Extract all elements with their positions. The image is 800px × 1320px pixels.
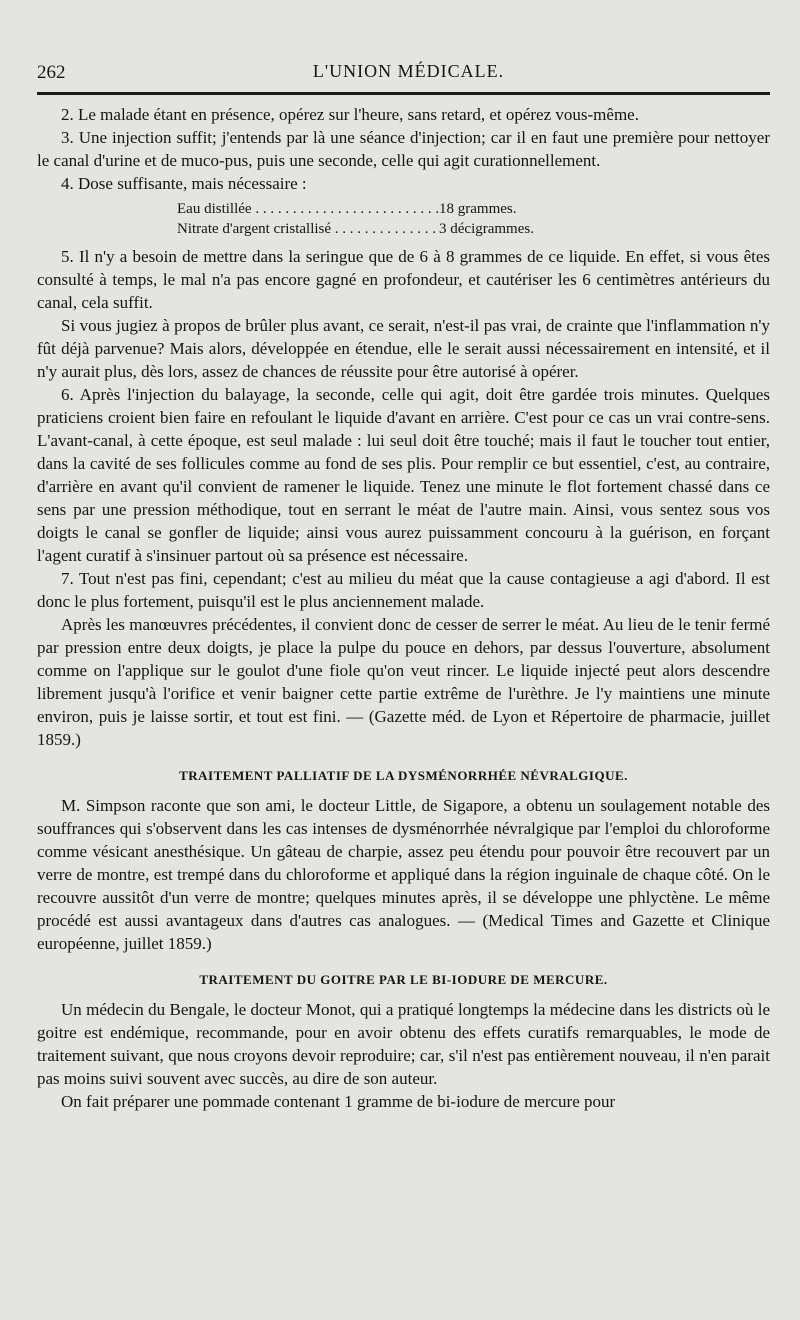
paragraph-item-7-continued: Après les manœuvres précédentes, il convient donc de cesser de serrer le méat. Au lieu de le tenir fermé par pression entre deux doigts, je place la pulpe du pouce en dehors, par dessus l'ouverture, absolument comme on l'applique sur le goulot d'une fiole qu'on veut rincer. Le liquide injecté peut alors descendre librement jusqu'à l'orifice et venir baigner cette partie extrême de l'urèthre. Je l'y maintiens une minute environ, puis je laisse sortir, et tout est fini. — (Gazette méd. de Lyon et Répertoire de pharmacie, juillet 1859.) [37,615,770,749]
section-title-dysmenorrhee: TRAITEMENT PALLIATIF DE LA DYSMÉNORRHÉE NÉVRALGIQUE. [179,768,628,783]
header-rule [37,92,770,95]
paragraph-item-5-continued: Si vous jugiez à propos de brûler plus avant, ce serait, n'est-il pas vrai, de crainte que l'inflammation n'y fût déjà parvenue? Mais alors, développée en étendue, elle le serait aussi nécessairement en intensité, et il n'y aurait plus, dès lors, assez de chances de réussite pour être autorisé à opérer. [37,316,770,381]
paragraph-item-3: 3. Une injection suffit; j'entends par là une séance d'injection; car il en faut une première pour nettoyer le canal d'urine et de muco-pus, puis une seconde, celle qui agit curationnellement. [37,128,770,170]
recipe-row [177,199,770,219]
paragraph-goitre: Un médecin du Bengale, le docteur Monot, qui a pratiqué longtemps la médecine dans les districts où le goitre est endémique, recommande, pour en avoir obtenu des effets curatifs remarquables, le mode de traitement suivant, que nous croyons devoir reproduire; car, s'il n'est pas entièrement nouveau, il n'en parait pas moins suivi souvent avec succès, au dire de son auteur. [37,1000,770,1088]
recipe-row [177,219,770,239]
running-head [37,56,770,86]
paragraph-item-5: 5. Il n'y a besoin de mettre dans la seringue que de 6 à 8 grammes de ce liquide. En effet, si vous êtes consulté à temps, le mal n'a pas encore gagné en profondeur, et cautériser les 6 centimètres antérieurs du canal, cela suffit. [37,247,770,312]
recipe-table [177,199,770,239]
recipe-ingredient: Nitrate d'argent cristallisé . . . [177,219,439,239]
running-title: L'UNION MÉDICALE. [312,61,505,81]
paragraph-dysmenorrhee: M. Simpson raconte que son ami, le docteur Little, de Sigapore, a obtenu un soulagement notable des souffrances qui s'observent dans les cas intenses de dysménorrhée névralgique par l'emploi du chloroforme comme vésicant anesthésique. Un gâteau de charpie, assez peu étendu pour pouvoir être recouvert par un verre de montre, est trempé dans du chloroforme et appliqué dans la région inguinale de chaque côté. On le recouvre aussitôt d'un verre de montre; quelques minutes après, il se développe une phlyctène. Le même procédé est aussi avantageux dans d'autres cas analogues. — (Medical Times and Gazette et Clinique européenne, juillet 1859.) [37,796,770,953]
paragraph-goitre-continued: On fait préparer une pommade contenant 1 gramme de bi-iodure de mercure pour [61,1092,616,1111]
recipe-quantity: 18 grammes. [439,201,517,217]
page-content [37,103,770,1113]
section-title-goitre: TRAITEMENT DU GOITRE PAR LE BI-IODURE DE MERCURE. [199,972,608,987]
paragraph-item-4: 4. Dose suffisante, mais nécessaire : [61,174,307,193]
recipe-ingredient: Eau distillée . . . [177,199,439,219]
paragraph-item-2: 2. Le malade étant en présence, opérez sur l'heure, sans retard, et opérez vous-même. [61,105,639,124]
paragraph-item-7: 7. Tout n'est pas fini, cependant; c'est au milieu du méat que la cause contagieuse a agi d'abord. Il est donc le plus fortement, puisqu'il est le plus anciennement malade. [37,569,770,611]
recipe-quantity: 3 décigrammes. [439,221,534,237]
page-number: 262 [37,62,66,83]
paragraph-item-6: 6. Après l'injection du balayage, la seconde, celle qui agit, doit être gardée trois minutes. Quelques praticiens croient bien faire en refoulant le liquide d'avant en arrière. C'est pour ce cas un vrai contre-sens. L'avant-canal, à cette époque, est seul malade : lui seul doit être touché; mais il faut le toucher tout entier, dans la cavité de ses follicules comme au fond de ses plis. Pour remplir ce but essentiel, c'est, au contraire, d'arrière en avant qu'il convient de ramener le liquide. Tenez une minute le flot fortement chassé dans ce sens par une pression méthodique, tout en serrant le méat de l'autre main. Ainsi, vous sentez sous vos doigts le canal se gonfler de liquide; ainsi vous aurez puissamment concouru à la guérison, en forçant l'agent curatif à s'insinuer partout où sa présence est nécessaire. [37,385,770,565]
